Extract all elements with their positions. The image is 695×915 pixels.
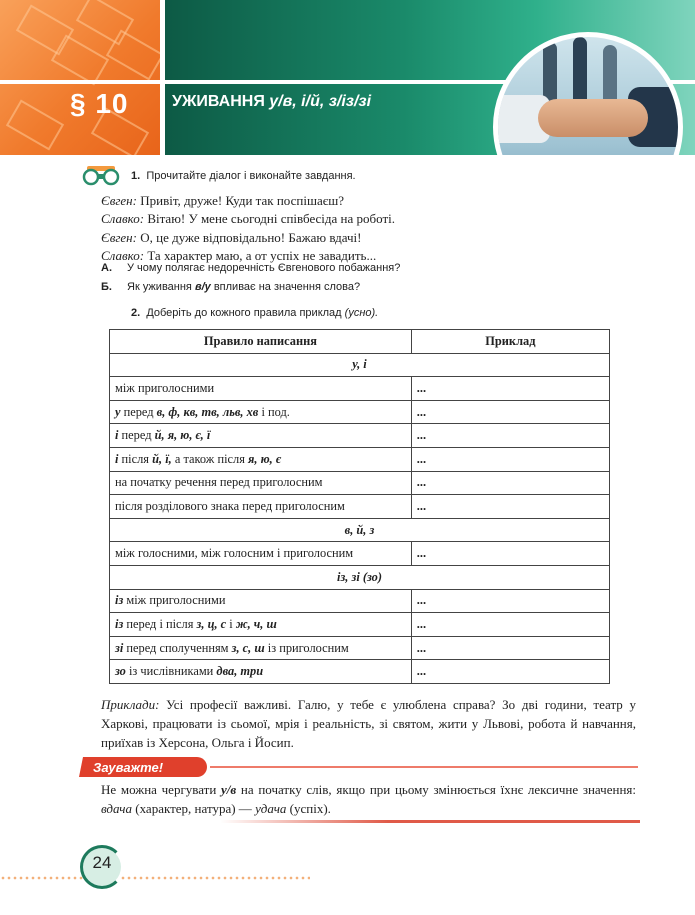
speaker: Славко: — [101, 247, 145, 263]
speaker: Євген: — [101, 229, 137, 245]
example-cell: ... — [411, 471, 609, 495]
group-heading: із, зі (зо) — [110, 565, 610, 589]
table-row — [110, 424, 610, 448]
chapter-header — [0, 0, 695, 155]
rule-cell: після розділового знака перед приголосним — [110, 495, 412, 519]
example-cell: ... — [411, 447, 609, 471]
group-row — [110, 565, 610, 589]
question-emphasis: в/у — [194, 281, 211, 293]
rule-cell: із перед і після з, ц, с і ж, ч, ш — [110, 613, 412, 637]
utterance: Привіт, друже! Куди так поспішаєш? — [136, 193, 345, 208]
group-row — [110, 353, 610, 377]
rule-cell: і після й, ї, а також після я, ю, є — [110, 447, 412, 471]
table-row — [110, 377, 610, 401]
example-cell: ... — [411, 377, 609, 401]
table-row — [110, 471, 610, 495]
table-row — [110, 589, 610, 613]
rule-cell: зо із числівниками два, три — [110, 660, 412, 684]
utterance: Та характер маю, а от успіх не завадить... — [144, 247, 377, 263]
examples-label: Приклади: — [101, 697, 160, 712]
example-cell: ... — [411, 636, 609, 660]
example-cell: ... — [411, 542, 609, 566]
speaker: Славко: — [101, 211, 145, 227]
question-letter: Б. — [101, 281, 112, 293]
header-vertical-divider — [160, 0, 165, 155]
note-divider — [210, 766, 638, 768]
table-row — [110, 660, 610, 684]
rule-cell: між приголосними — [110, 377, 412, 401]
rule-cell: зі перед сполученням з, с, ш із приголосним — [110, 636, 412, 660]
example-cell: ... — [411, 424, 609, 448]
note-text: Не можна чергувати у/в на початку слів, якщо при цьому змінюється їхнє лексичне значення: вдача (характер, натура) — удача (успіх). — [101, 782, 636, 816]
spelling-rules-table — [109, 329, 610, 684]
example-cell: ... — [411, 613, 609, 637]
paragraph-number: § 10 — [70, 88, 129, 119]
table-row — [110, 613, 610, 637]
header-orange-panel — [0, 0, 160, 155]
examples-text: Усі професії важливі. Галю, у тебе є улюблена справа? Зо дві години, театр у Харкові, працювати із сьомої, мрія і реальність, зі святом, жити у Львові, робота й навчання, приїхав із Херсона, Ольга і Йосип. — [101, 697, 636, 750]
rule-cell: між голосними, між голосним і приголосним — [110, 542, 412, 566]
title-prefix: УЖИВАННЯ — [172, 93, 270, 110]
example-cell: ... — [411, 589, 609, 613]
task-1-heading — [131, 170, 356, 182]
table-row — [110, 495, 610, 519]
dialog-line — [101, 210, 395, 228]
bottom-divider — [220, 820, 640, 823]
examples-paragraph — [101, 695, 636, 752]
group-heading: в, й, з — [110, 518, 610, 542]
table-row — [110, 542, 610, 566]
rule-cell: у перед в, ф, кв, тв, льв, хв і под. — [110, 400, 412, 424]
dialog-line — [101, 229, 395, 247]
page-number: 24 — [92, 853, 112, 872]
example-cell: ... — [411, 495, 609, 519]
rule-cell: і перед й, я, ю, є, ї — [110, 424, 412, 448]
task-number: 1. — [131, 170, 141, 182]
utterance: Вітаю! У мене сьогодні співбесіда на роботі. — [144, 211, 396, 227]
paragraph-title — [172, 93, 371, 111]
rule-cell: на початку речення перед приголосним — [110, 471, 412, 495]
example-cell: ... — [411, 660, 609, 684]
dotted-decoration — [0, 876, 310, 880]
title-italic: у/в, і/й, з/із/зі — [269, 93, 372, 110]
table-row — [110, 636, 610, 660]
note-label: Зауважте! — [93, 760, 164, 775]
dialog — [101, 192, 395, 265]
handshake — [538, 99, 648, 137]
binoculars-icon — [81, 164, 121, 186]
question-a — [101, 262, 400, 274]
task-number: 2. — [131, 307, 141, 319]
task-instruction: Прочитайте діалог і виконайте завдання. — [146, 170, 356, 182]
dialog-line — [101, 192, 395, 210]
task-instruction-italic: (усно). — [341, 307, 379, 319]
column-header-rule: Правило написання — [110, 330, 412, 354]
rule-cell: із між приголосними — [110, 589, 412, 613]
note-banner — [79, 757, 207, 777]
speaker: Євген: — [101, 193, 137, 208]
example-cell: ... — [411, 400, 609, 424]
table-header-row — [110, 330, 610, 354]
question-b — [101, 281, 360, 293]
task-instruction: Доберіть до кожного правила приклад — [146, 307, 342, 319]
group-row — [110, 518, 610, 542]
hexagon-decoration — [6, 100, 64, 151]
question-text: У чому полягає недоречність Євгенового побажання? — [127, 262, 401, 274]
question-text: впливає на значення слова? — [210, 281, 361, 293]
task-2-heading — [131, 307, 378, 319]
group-heading: у, і — [110, 353, 610, 377]
table-row — [110, 447, 610, 471]
question-letter: А. — [101, 262, 112, 274]
utterance: О, це дуже відповідально! Бажаю вдачі! — [136, 229, 362, 245]
table-row — [110, 400, 610, 424]
question-text: Як уживання — [127, 281, 195, 293]
column-header-example: Приклад — [411, 330, 609, 354]
